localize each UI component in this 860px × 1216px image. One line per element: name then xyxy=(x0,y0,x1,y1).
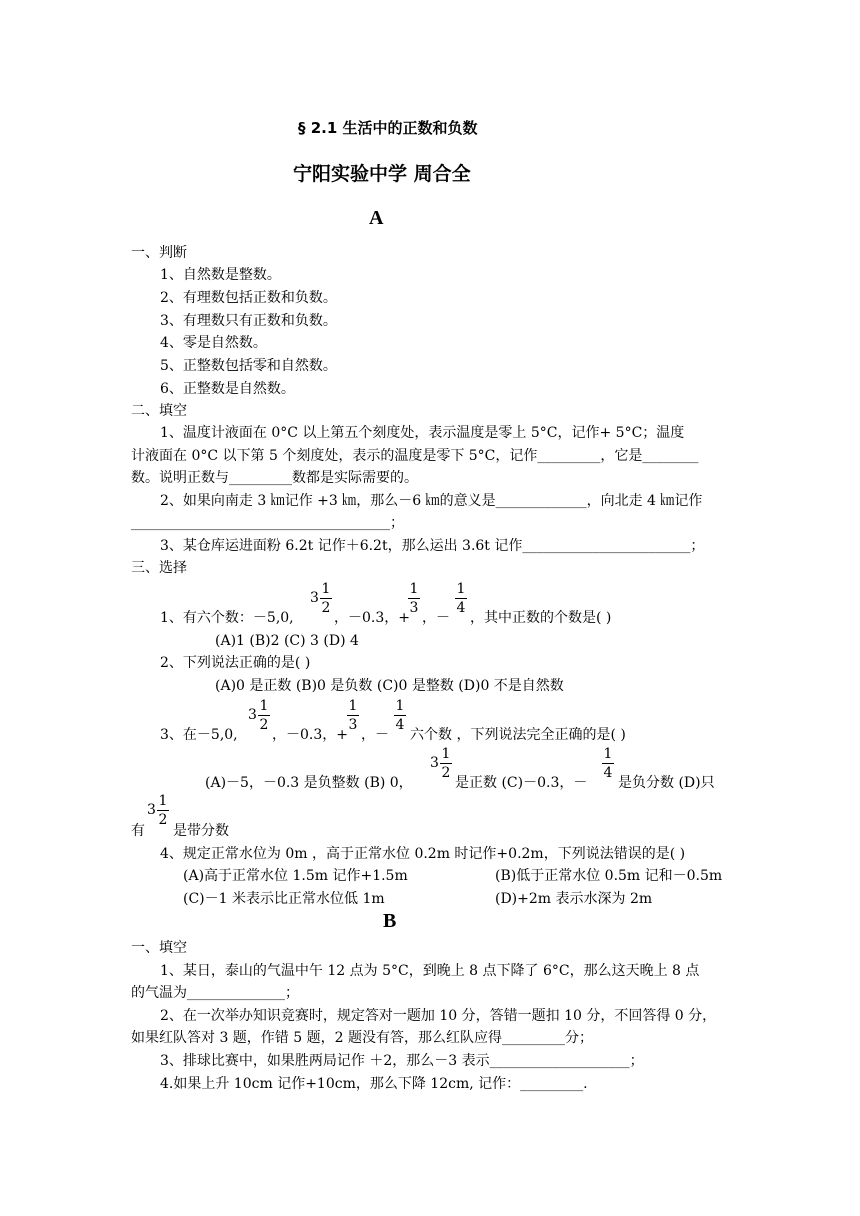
b-fill-q3: 3、排球比赛中，如果胜两局记作 ＋2，那么－3 表示____________________； xyxy=(160,1053,644,1069)
fraction-one-half: 1 2 xyxy=(441,746,451,781)
choice-q1-text-a: 1、有六个数：－5,0, xyxy=(160,610,294,626)
fill-q3: 3、某仓库运进面粉 6.2t 记作＋6.2t，那么运出 3.6t 记作________________________； xyxy=(160,538,705,554)
choice-q3-text-d: 六个数 ，下列说法完全正确的是( ) xyxy=(410,727,626,743)
choice-q3-option-d-prefix: 有 xyxy=(131,823,145,839)
choice-q1-text-d: ，其中正数的个数是( ) xyxy=(470,610,612,626)
b-fill-q2-line1: 2、在一次举办知识竞赛时，规定答对一题加 10 分，答错一题扣 10 分，不回答得 0 分， xyxy=(160,1008,717,1024)
part3-heading: 三、选择 xyxy=(131,560,187,576)
b-fill-q1-line2: 的气温为______________； xyxy=(131,985,299,1001)
fraction-one-quarter: 1 4 xyxy=(456,581,466,616)
b-fill-q2-line2: 如果红队答对 3 题，作错 5 题，2 题没有答，那么红队应得_________分； xyxy=(131,1030,593,1046)
fill-q1-line3: 数。说明正数与_________数都是实际需要的。 xyxy=(131,470,418,486)
choice-q3-text-a: 3、在－5,0, xyxy=(160,727,238,743)
fill-q2-line2: _____________________________________； xyxy=(131,515,404,531)
fraction-one-third: 1 3 xyxy=(409,581,419,616)
choice-q3-option-b: 是正数 (C)－0.3，－ xyxy=(455,775,588,791)
choice-q4-option-d: (D)+2m 表示水深为 2m xyxy=(495,891,653,907)
section-a-label: A xyxy=(369,207,384,229)
mixed-number-whole: 3 xyxy=(310,590,319,606)
choice-q4-text: 4、规定正常水位为 0m ，高于正常水位 0.2m 时记作+0.2m，下列说法错误的是( ) xyxy=(160,846,686,862)
author-line: 宁阳实验中学 周合全 xyxy=(293,163,471,185)
choice-q4-option-b: (B)低于正常水位 0.5m 记和－0.5m xyxy=(495,868,723,884)
judge-item-2: 2、有理数包括正数和负数。 xyxy=(160,290,337,306)
fill-q1-line1: 1、温度计液面在 0°C 以上第五个刻度处，表示温度是零上 5°C，记作+ 5°C；温度 xyxy=(160,425,685,441)
part2-heading: 二、填空 xyxy=(131,403,187,419)
choice-q3-text-b: ，－0.3，+ xyxy=(272,727,348,743)
choice-q1-text-c: ，－ xyxy=(422,610,450,626)
section-b-heading: 一、填空 xyxy=(131,940,187,956)
fraction-one-third: 1 3 xyxy=(348,698,358,733)
mixed-number-whole: 3 xyxy=(430,755,439,771)
mixed-number-whole: 3 xyxy=(248,707,257,723)
part1-heading: 一、判断 xyxy=(131,245,187,261)
judge-item-6: 6、正整数是自然数。 xyxy=(160,381,295,397)
choice-q4-option-c: (C)－1 米表示比正常水位低 1m xyxy=(183,891,385,907)
choice-q3-text-c: ，－ xyxy=(361,727,389,743)
document-title: § 2.1 生活中的正数和负数 xyxy=(298,119,478,137)
judge-item-5: 5、正整数包括零和自然数。 xyxy=(160,358,337,374)
judge-item-4: 4、零是自然数。 xyxy=(160,335,267,351)
choice-q3-option-a: (A)－5，－0.3 是负整数 (B) 0， xyxy=(205,775,413,791)
section-b-label: B xyxy=(383,910,397,932)
mixed-number-whole: 3 xyxy=(147,802,156,818)
choice-q2-text: 2、下列说法正确的是( ) xyxy=(160,655,311,671)
fraction-one-half: 1 2 xyxy=(158,793,168,828)
fraction-one-half: 1 2 xyxy=(321,581,331,616)
choice-q1-text-b: ，－0.3，+ xyxy=(334,610,410,626)
fraction-one-quarter: 1 4 xyxy=(603,746,613,781)
judge-item-1: 1、自然数是整数。 xyxy=(160,267,281,283)
fill-q1-line2: 计液面在 0°C 以下第 5 个刻度处，表示的温度是零下 5°C，记作_________，它是________ xyxy=(131,448,699,464)
b-fill-q1-line1: 1、某日，泰山的气温中午 12 点为 5°C，到晚上 8 点下降了 6°C，那么这天晚上 8 点 xyxy=(160,963,700,979)
b-fill-q4: 4.如果上升 10cm 记作+10cm，那么下降 12cm, 记作：_________. xyxy=(160,1076,588,1092)
choice-q3-option-d-suffix: 是带分数 xyxy=(173,823,229,839)
choice-q1-options: (A)1 (B)2 (C) 3 (D) 4 xyxy=(215,633,359,649)
fill-q2-line1: 2、如果向南走 3 ㎞记作 +3 ㎞，那么－6 ㎞的意义是_____________，向北走 4 ㎞记作 xyxy=(160,493,703,509)
choice-q3-option-c: 是负分数 (D)只 xyxy=(618,775,715,791)
fraction-one-quarter: 1 4 xyxy=(395,698,405,733)
choice-q2-options: (A)0 是正数 (B)0 是负数 (C)0 是整数 (D)0 不是自然数 xyxy=(215,678,564,694)
choice-q4-option-a: (A)高于正常水位 1.5m 记作+1.5m xyxy=(183,868,408,884)
fraction-one-half: 1 2 xyxy=(259,698,269,733)
judge-item-3: 3、有理数只有正数和负数。 xyxy=(160,313,337,329)
